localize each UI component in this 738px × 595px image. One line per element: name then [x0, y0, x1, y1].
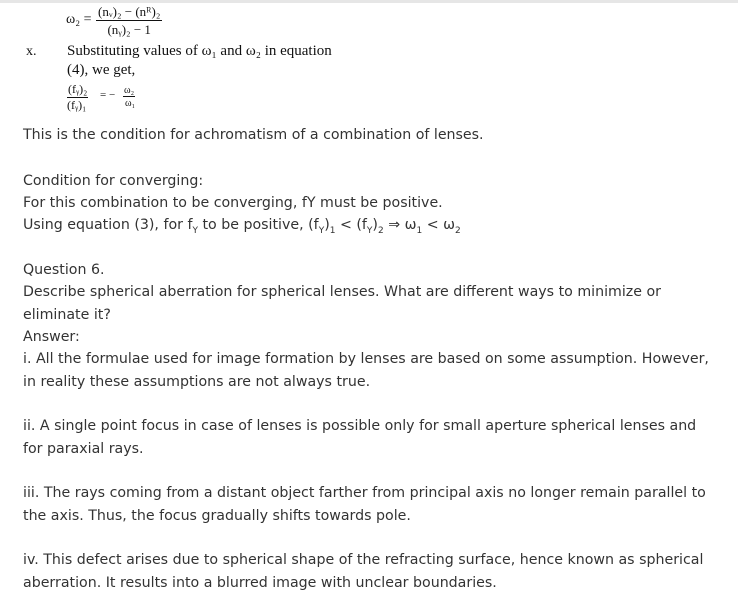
ratio-right-numerator-wrap — [123, 82, 135, 97]
ratio-right-denominator: ω₁ — [125, 98, 136, 109]
c2-sub-w1: 1 — [416, 225, 423, 236]
ratio-left-numerator-wrap — [67, 82, 88, 98]
c2-mid: to be positive, (f — [197, 217, 319, 233]
c2-arrow: ⇒ ω — [383, 217, 417, 233]
top-divider — [0, 0, 738, 3]
step-label: x. — [26, 44, 37, 59]
answer-point-4: iv. This defect arises due to spherical shape of the refracting surface, hence known as spherical aberration. It results into a blurred image with unclear boundaries. — [23, 552, 704, 591]
c2-lt: < (f — [335, 217, 367, 233]
converging-line1: For this combination to be converging, fY must be positive. — [23, 195, 443, 211]
ratio-left-denominator: (fᵧ)₁ — [67, 98, 87, 112]
answer-point-1: i. All the formulae used for image formation by lenses are based on some assumption. However, in reality these assumptions are not always true. — [23, 351, 709, 390]
omega2-denominator: (nᵧ)₂ − 1 — [107, 22, 151, 37]
omega2-numerator: (nᵥ)₂ − (nᴿ)₂ — [98, 4, 161, 19]
answer-label: Answer: — [23, 329, 80, 345]
answer-point-3: iii. The rays coming from a distant object farther from principal axis no longer remain parallel to the axis. Thus, the focus gradually shifts towards pole. — [23, 485, 706, 524]
c2-sub-1: 1 — [329, 225, 336, 236]
c2-sub-y2: Y — [318, 225, 325, 236]
answer-point-2: ii. A single point focus in case of lenses is possible only for small aperture spherical lenses and for paraxial rays. — [23, 418, 697, 457]
step-text-line1: Substituting values of ω₁ and ω₂ in equation — [67, 43, 332, 59]
c2-sub-w2: 2 — [455, 225, 461, 236]
converging-heading: Condition for converging: — [23, 173, 204, 189]
c2-sub-y: Y — [192, 225, 198, 236]
c2-sub-2: 2 — [377, 225, 384, 236]
ratio-left-numerator: (fᵧ)₂ — [68, 82, 88, 96]
omega2-fraction — [96, 4, 162, 38]
step-text-line2: (4), we get, — [67, 62, 136, 78]
achromatism-text: This is the condition for achromatism of a combination of lenses. — [23, 127, 484, 143]
question-text: Describe spherical aberration for spherical lenses. What are different ways to minimize or eliminate it? — [23, 284, 661, 323]
question-number: Question 6. — [23, 262, 105, 278]
ratio-right-numerator: ω₂ — [124, 85, 135, 96]
omega2-lhs: ω₂ = — [66, 12, 92, 27]
c2-lt2: < ω — [422, 217, 456, 233]
c2-prefix: Using equation (3), for f — [23, 217, 193, 233]
ratio-equals: = − — [100, 89, 116, 101]
c2-sub-y3: Y — [366, 225, 373, 236]
converging-line2: Using equation (3), for $f_Y$ to be positive, $(f_Y)_1 < (f_Y)_2$ ⇒ $\omega_1 < \omega_2$ — [23, 217, 461, 236]
